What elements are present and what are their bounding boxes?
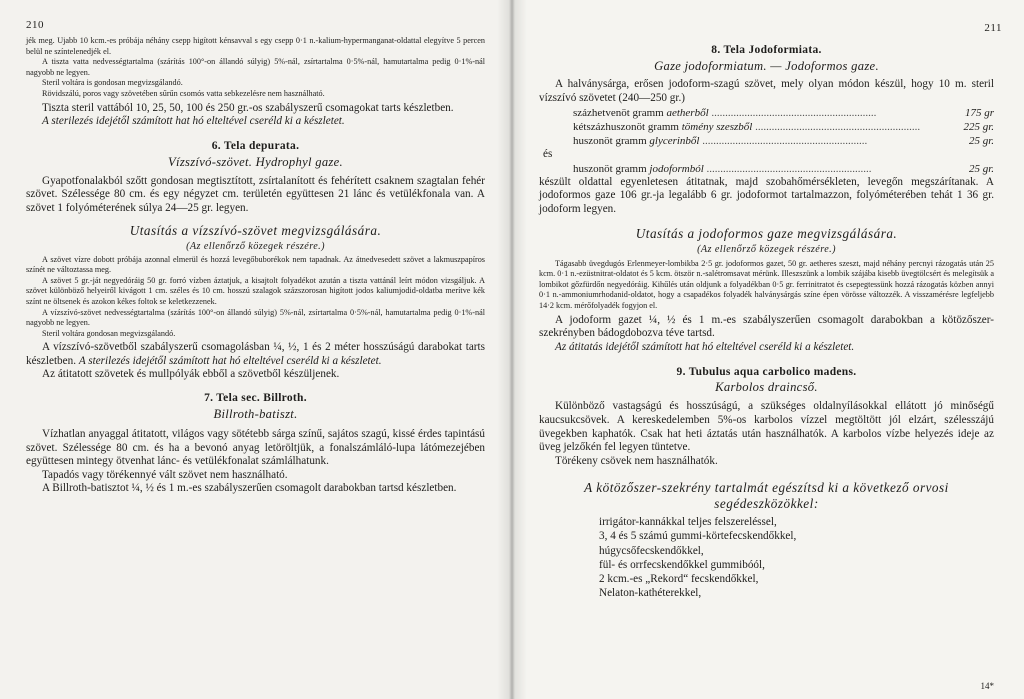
paragraph: Vízhatlan anyaggal átitatott, világos vagy sötétebb sárga színű, sajátos szagú, kissé érdes tapintású szövet. Szélessége 80 cm. és ha a bevonó anyag letöröltjük, a fonalszámláló-lupa látómezejében együttesen mintegy ötvenhat lánc- és vetülékfonalat számlálhatunk. [26, 428, 485, 468]
section-subtitle: Karbolos draincső. [715, 380, 818, 395]
paragraph: jék meg. Ujabb 10 kcm.-es próbája néhány csepp higított kénsavval s egy csepp 0·1 n.-kalium-hypermanganat-oldattal elegyítve 5 percen belül ne színtelenedjék el. [26, 36, 485, 56]
ingredient-list [539, 106, 994, 148]
section-subtitle: Vízszívó-szövet. Hydrophyl gaze. [168, 154, 343, 169]
signature-mark: 14* [980, 681, 994, 691]
paragraph: Különböző vastagságú és hosszúságú, a szükséges oldalnyílásokkal ellátott jó minőségű kaucsukcsövek. A kereskedelemben 5%-os karbolos vízzel megtöltött jól elzárt, szélesszájú üvegekben kaphatók. Csak hat heti áztatás után használhatók. A karbolos vízbe helyezés ideje az üveg jelzőkén fel legyen tüntetve. [539, 400, 994, 454]
page-number-left: 210 [26, 19, 44, 31]
paragraph: Az átitatás idejétől számított hat hó elteltével cseréld ki a készletet. [555, 340, 855, 353]
section-heading: 8. Tela Jodoformiata. [711, 44, 822, 56]
paragraph: A vízszívó-szövet nedvességtartalma (szárítás 100°-on állandó súlyig) 5%-nál, zsírtartalma 0·5%-nál, hamutartalma pedig 0·1%-nál nagyobb ne legyen. [26, 307, 485, 328]
section-heading: 9. Tubulus aqua carbolico madens. [676, 366, 857, 379]
kit-list [539, 515, 994, 600]
conjunction: és [543, 148, 553, 161]
instruction-subheading: (Az ellenőrző közegek részére.) [186, 240, 325, 252]
paragraph: A halványsárga, erősen jodoform-szagú szövet, mely olyan módon készül, hogy 10 m. steril vízszívó szövetet (240—250 gr.) [539, 78, 994, 104]
paragraph-text: A vízszívó-szövetből szabályszerű csomagolásban ¼, ½, 1 és 2 méter hosszúságú darabokat tarts készletben. [26, 341, 485, 367]
list-item: 3, 4 és 5 számú gummi-körtefecskendőkkel, [599, 530, 797, 543]
section-subtitle: Gaze jodoformiatum. — Jodoformos gaze. [654, 59, 879, 73]
kit-heading: A kötözőszer-szekrény tartalmát egészítsd ki a következő orvosi segédeszközökkel: [584, 480, 949, 512]
list-item: fül- és orrfecskendőkkel gummibóól, [599, 558, 765, 571]
list-item: húgycsőfecskendőkkel, [599, 544, 704, 557]
paragraph: Steril voltára gondosan megvizsgálandó. [42, 328, 176, 338]
paragraph: A sterilezés idejétől számított hat hó elteltével cseréld ki a készletet. [42, 115, 345, 128]
ingredient-name: jodoformból [649, 162, 704, 175]
left-page [0, 0, 511, 699]
instruction-heading: Utasítás a jodoformos gaze megvizsgálására. [635, 225, 898, 241]
ingredient-amount: 25 gr. [968, 135, 994, 148]
page-number-right: 211 [984, 22, 1002, 34]
ingredient-label: százhetvenöt gramm [573, 107, 667, 120]
ingredient-row: huszonöt gramm jodoformból ............................................................ 25 gr. [573, 162, 994, 175]
paragraph: Tiszta steril vattából 10, 25, 50, 100 és 250 gr.-os szabályszerű csomagokat tarts készletben. [42, 101, 454, 114]
paragraph: Az átitatott szövetek és mullpólyák ebből a szövetből készüljenek. [42, 368, 340, 381]
instruction-subheading: (Az ellenőrző közegek részére.) [697, 243, 836, 255]
ingredient-list [539, 162, 994, 176]
ingredient-label: kétszázhuszonöt gramm [573, 121, 682, 134]
right-page [511, 0, 1024, 699]
paragraph: Tapadós vagy törékennyé vált szövet nem használható. [42, 468, 288, 481]
instruction-heading: Utasítás a vízszívó-szövet megvizsgálására. [129, 222, 382, 238]
ingredient-amount: 175 gr [964, 107, 994, 120]
paragraph [26, 341, 485, 368]
paragraph: készült oldattal egyenletesen átitatnak, majd szobahőmérsékleten, levegőn megszárítanak. A jodoformos gaze 106 gr.-ja legalább 6 gr. jodoformot tartalmazzon, folyóméterében tehát 1 36 gr. jodoform legyen. [539, 175, 994, 215]
ingredient-amount: 25 gr. [968, 162, 994, 175]
paragraph: Steril voltára is gondosan megvizsgálandó. [42, 78, 183, 88]
paragraph: A tiszta vatta nedvességtartalma (szárítás 100°-on állandó súlyig) 5%-nál, zsírtartalma 0·5%-nál, hamutartalma pedig 0·1%-nál nagyobb ne legyen. [26, 57, 485, 77]
ingredient-row: huszonöt gramm glycerinből ............................................................ 25 gr. [573, 135, 994, 148]
list-item: Nelaton-kathéterekkel, [599, 587, 702, 600]
ingredient-name: glycerinből [649, 135, 700, 148]
ingredient-label: huszonöt gramm [573, 135, 650, 148]
ingredient-name: aetherből [666, 107, 709, 120]
list-item: irrigátor-kannákkal teljes felszereléssel, [599, 516, 777, 529]
paragraph: A szövet vízre dobott próbája azonnal elmerül és hozzá levegőbuborékok nem tapadnak. Az átnedvesedett szövet a lakmuszpapíros színét ne változtassa meg. [26, 254, 485, 275]
section-heading: 7. Tela sec. Billroth. [204, 392, 307, 405]
paragraph: Tágasabb üvegdugós Erlenmeyer-lombikba 2·5 gr. jodoformos gazet, 50 gr. aetheres szeszt, majd néhány percnyi rázogatás után 25 kcm. 0·1 n.-ezüstnitrat-oldatot és 5 kcm. ötször n.-salétromsavat mérünk. Illeszszünk a lombik szájába kisebb üvegtölcsért és melegítsük a lombikot gőzfürdőn negyedóráig. Kihűlés után oldjunk a folyadékban 0·5 gr. ferrinitratot és csepegtessünk hozzá rázogatás közben annyi 0·1 n.-ammoniumrhodanid-oldatot, hogy a csapadékos folyadék halványsárgás színe épen vörösse változzék. A visszamérésre legfeljebb 14·2 kcm. mérőfolyadék fogyjon el. [539, 258, 994, 310]
paragraph: Törékeny csövek nem használhatók. [555, 454, 718, 467]
paragraph-italic: A sterilezés idejétől számított hat hó elteltével cseréld ki a készletet. [78, 354, 382, 367]
list-item: 2 kcm.-es „Rekord“ fecskendőkkel, [599, 573, 759, 586]
paragraph: Gyapotfonalakból szőtt gondosan megtisztított, zsírtalanított és fehérített csaknem szagtalan fehér szövet. Szélessége 80 cm. és egy négyzet cm. területén együttesen 21 lánc és vetülékfonala van. A szövet 1 folyóméterének súlya 24—25 gr. legyen. [26, 174, 485, 214]
ingredient-label: huszonöt gramm [573, 162, 650, 175]
paragraph: A jodoform gazet ¼, ½ és 1 m.-es szabályszerűen csomagolt darabokban a kötözőszer-szekrényben bádogdobozva téve tartsd. [539, 313, 994, 340]
section-heading: 6. Tela depurata. [211, 139, 300, 152]
ingredient-amount: 225 gr. [963, 121, 994, 134]
ingredient-name: tömény szeszből [681, 121, 753, 134]
paragraph: Rövidszálú, poros vagy szövetében sűrűn csomós vatta sebkezelésre nem használható. [42, 88, 325, 98]
ingredient-row: kétszázhuszonöt gramm tömény szeszből ............................................................ 225 gr. [573, 121, 994, 134]
paragraph: A szövet 5 gr.-ját negyedóráig 50 gr. forró vízben áztatjuk, a kisajtolt folyadékot azután a tiszta vattánál leírt módon vizsgáljuk. A szövet különböző helyeiről kivágott 1 cm. széles és 10 cm. hosszú szalagok százszorosan higított jodos kaliumjodid-oldatba merítve kék színt ne öltsenek és azokon kékes foltok se keletkezzenek. [26, 275, 485, 306]
paragraph: A Billroth-batisztot ¼, ½ és 1 m.-es szabályszerűen csomagolt darabokban tartsd készletben. [42, 482, 457, 495]
section-subtitle: Billroth-batiszt. [213, 407, 298, 422]
ingredient-row: százhetvenöt gramm aetherből ............................................................ 175 gr [573, 107, 994, 120]
